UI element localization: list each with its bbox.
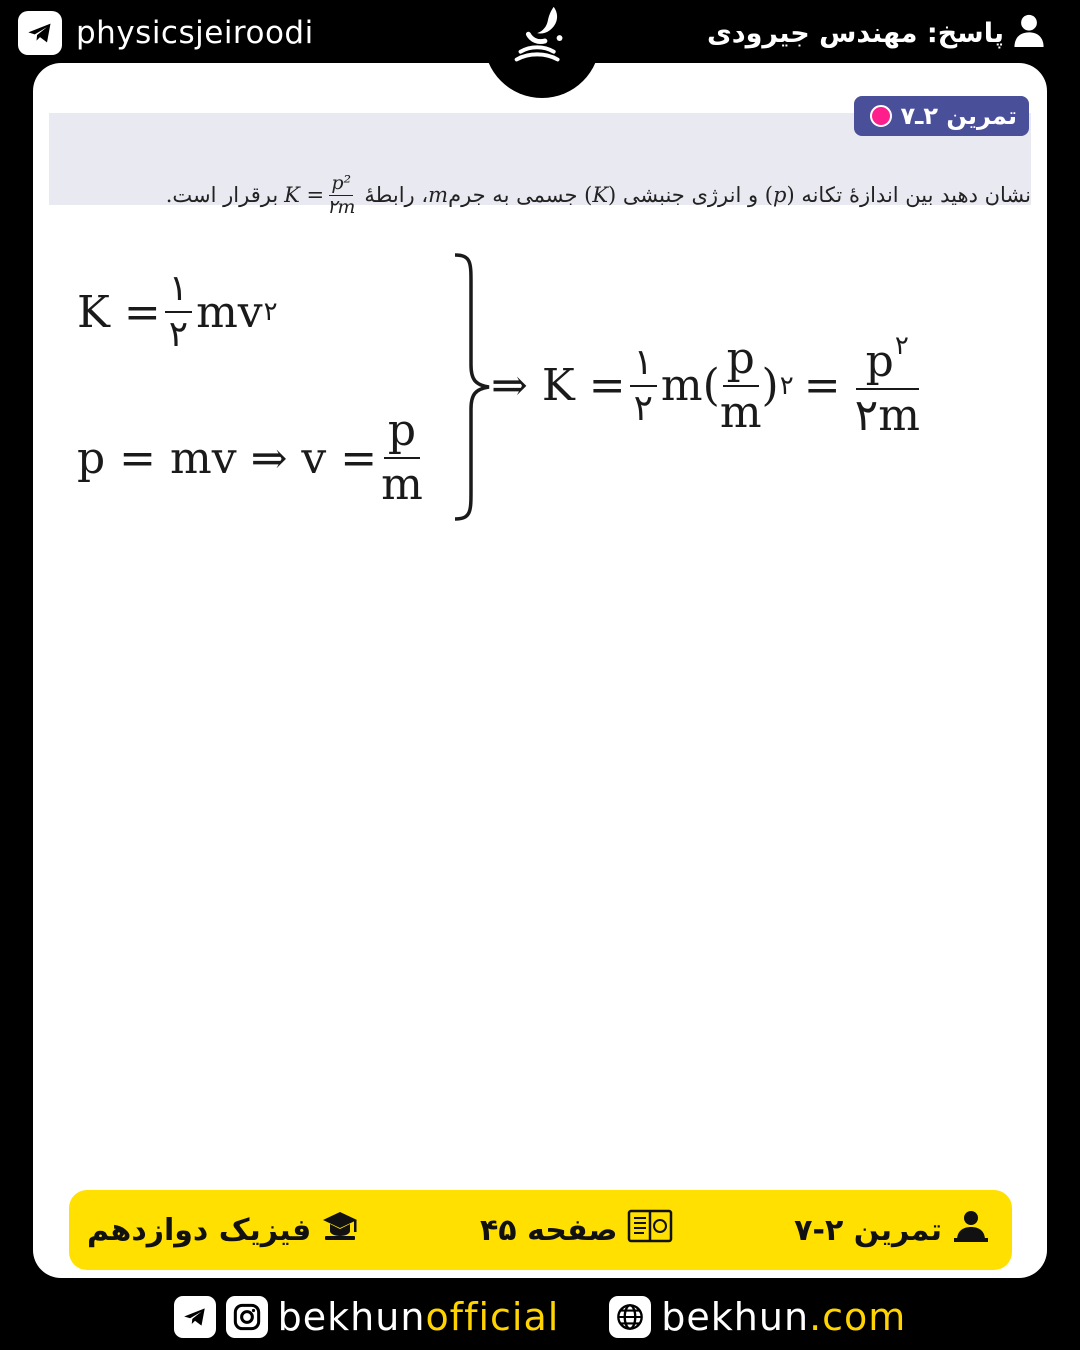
eq3-half-numerator: ۱: [630, 345, 657, 387]
eq3-equals: =: [803, 360, 841, 411]
page-item: [480, 1208, 673, 1252]
eq3-result-p: p: [865, 336, 894, 387]
globe-icon: [609, 1296, 651, 1338]
social-prefix: bekhun: [277, 1295, 426, 1339]
p-symbol: p: [773, 183, 787, 207]
eq3-inner-denominator: m: [719, 386, 762, 438]
site-prefix: bekhun: [661, 1295, 810, 1339]
problem-text-mid1: ) و انرژی جنبشی (: [608, 183, 773, 207]
author-text: پاسخ: مهندس جیرودی: [707, 17, 1004, 49]
eq1-numerator: ۱: [165, 271, 192, 313]
exercise-tag: [854, 96, 1029, 136]
subject-item: [87, 1210, 359, 1250]
dot-icon: [870, 105, 892, 127]
eq3-close-paren: ): [761, 360, 779, 411]
site-suffix: .com: [809, 1295, 907, 1339]
info-strip: [69, 1190, 1012, 1270]
website-text: [661, 1295, 906, 1339]
formula-denominator: ۲m: [327, 195, 356, 218]
graduation-cap-icon: [321, 1210, 359, 1250]
eq3-half-fraction: [630, 341, 657, 429]
formula-lhs: K =: [284, 183, 325, 207]
exercise-item: [794, 1208, 990, 1252]
kinetic-energy-equation: [77, 268, 278, 355]
result-equation: [491, 331, 924, 441]
eq3-inner-fraction: [719, 332, 762, 438]
social-handle: [278, 1295, 560, 1339]
subject-text: فیزیک دوازدهم: [87, 1212, 312, 1248]
eq3-exponent: ۲: [779, 370, 794, 401]
m-symbol: m: [428, 183, 449, 207]
eq1-denominator: ۲: [168, 314, 189, 355]
eq2-text: p = mv ⇒ v =: [77, 432, 378, 484]
eq2-denominator: m: [381, 459, 423, 510]
telegram-handle[interactable]: [18, 10, 314, 56]
answer-author: [707, 10, 1044, 56]
formula-numerator: p²: [331, 171, 352, 194]
k-symbol: K: [592, 183, 609, 207]
eq3-result-denominator: ۲m: [854, 390, 920, 441]
user-icon: [1014, 13, 1044, 54]
eq3-m-paren: m(: [660, 360, 720, 411]
eq3-result-exponent: ۲: [894, 331, 909, 361]
content-card: [33, 63, 1047, 1278]
social-link[interactable]: [174, 1295, 560, 1339]
exercise-tag-label: تمرین ۲ـ۷: [900, 102, 1017, 130]
eq3-result-fraction: [854, 331, 920, 441]
eq3-half-denominator: ۲: [633, 387, 653, 429]
eq3-inner-numerator: p: [723, 337, 759, 387]
page-text: صفحه ۴۵: [480, 1212, 618, 1248]
problem-text-before: نشان دهید بین اندازهٔ تکانه (: [786, 183, 1031, 207]
momentum-equation: [77, 405, 427, 510]
exercise-text: تمرین ۲-۷: [794, 1212, 942, 1248]
telegram-icon: [174, 1296, 216, 1338]
website-link[interactable]: [609, 1295, 906, 1339]
instagram-icon: [226, 1296, 268, 1338]
book-icon: [627, 1208, 673, 1252]
teacher-icon: [952, 1208, 990, 1252]
eq2-numerator: p: [384, 409, 420, 459]
eq1-exponent: ۲: [263, 297, 278, 327]
eq3-result-numerator: [856, 333, 919, 390]
eq3-implies: ⇒ K =: [491, 360, 626, 411]
eq2-fraction: [381, 405, 423, 510]
problem-text-mid3: ، رابطهٔ: [364, 183, 429, 207]
social-suffix: official: [425, 1295, 560, 1339]
solution-math: [33, 63, 1047, 663]
problem-text-after: برقرار است.: [165, 183, 279, 207]
telegram-icon: [18, 11, 62, 55]
eq1-rhs: mv: [196, 286, 263, 338]
bottom-bar: [0, 1284, 1080, 1350]
eq1-lhs: K =: [77, 286, 161, 338]
right-brace: [453, 253, 493, 521]
handle-text: physicsjeiroodi: [76, 15, 314, 51]
eq1-fraction: [165, 268, 192, 355]
problem-text-mid2: ) جسمی به جرم: [448, 183, 593, 207]
